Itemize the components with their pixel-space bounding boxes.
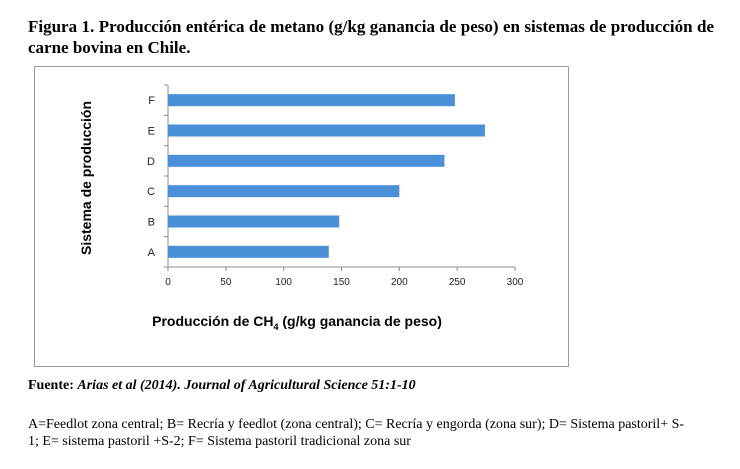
bar-C [168, 185, 399, 197]
y-tick-label: D [147, 155, 155, 168]
x-tick-label: 250 [448, 277, 466, 288]
y-tick-label: A [147, 246, 155, 259]
source-label: Fuente: [28, 378, 74, 393]
chart-frame [34, 66, 569, 367]
x-tick-label: 50 [220, 277, 232, 288]
bar-D [168, 155, 444, 167]
y-tick-label: C [147, 186, 155, 199]
y-tick-label: E [147, 125, 155, 138]
x-tick-label: 0 [165, 277, 171, 288]
y-tick-label: B [147, 216, 155, 229]
category-legend-note: A=Feedlot zona central; B= Recría y feedlot (zona central); C= Recría y engorda (zona sur); D= Sistema pastoril+ S-1; E= sistema pastoril +S-2; F= Sistema pastoril tradicional zona sur [28, 417, 685, 449]
bar-F [168, 94, 455, 106]
bar-chart [35, 67, 570, 368]
y-tick-label: F [148, 95, 155, 108]
bar-B [168, 216, 339, 228]
bar-E [168, 125, 485, 137]
figure-title: Figura 1. Producción entérica de metano (g/kg ganancia de peso) en sistemas de producción de carne bovina en Chile. [28, 17, 714, 57]
x-tick-label: 150 [333, 277, 350, 288]
x-tick-label: 100 [275, 277, 293, 288]
bar-A [168, 246, 329, 258]
x-axis-title: Producción de $CH_4$ (g/kg ganancia de peso) [152, 313, 442, 332]
source-citation: Arias et al (2014). Journal of Agricultural Science 51:1-10 [77, 378, 416, 393]
x-tick-label: 300 [506, 277, 524, 288]
source-line [28, 378, 416, 394]
x-tick-label: 200 [390, 277, 408, 288]
y-axis-title: Sistema de producción [78, 100, 94, 256]
